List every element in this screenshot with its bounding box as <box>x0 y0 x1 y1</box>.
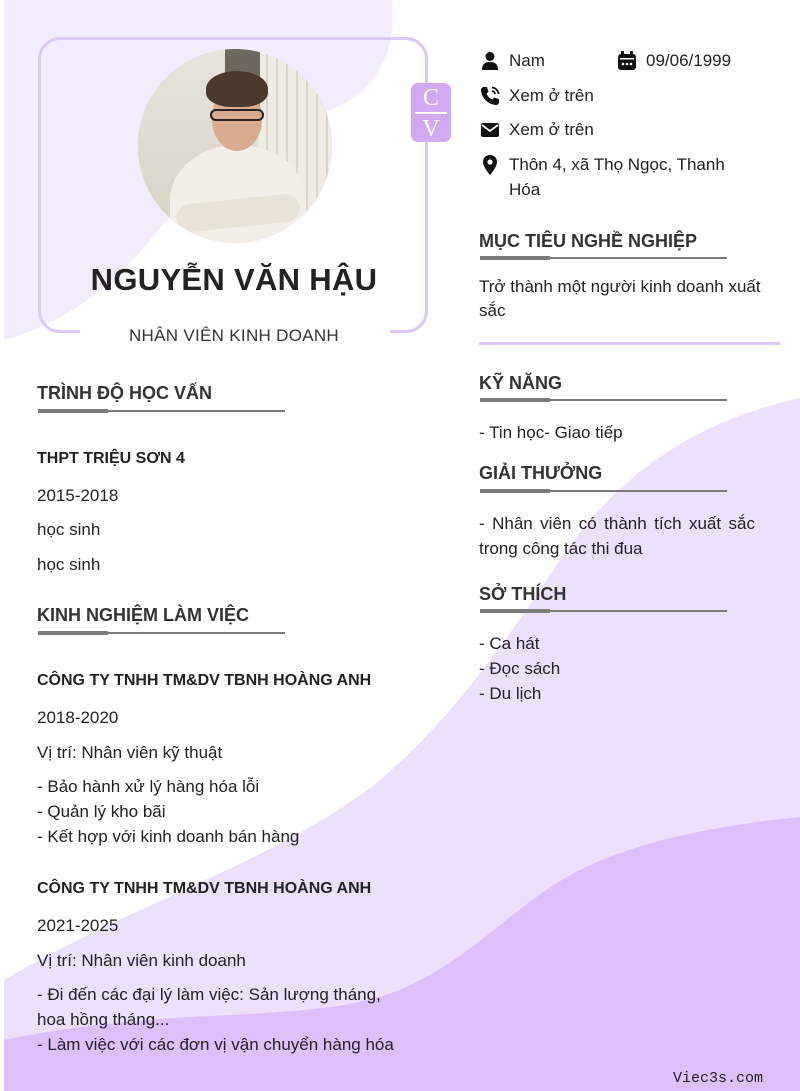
contact-birthday <box>616 50 731 72</box>
job-duty: - Bảo hành xử lý hàng hóa lỗi <box>37 777 260 796</box>
gender-value: Nam <box>509 51 545 70</box>
phone-value: Xem ở trên <box>509 86 594 105</box>
contact-gender <box>479 50 545 72</box>
address-line-2: Hóa <box>509 180 541 199</box>
skill-item: - Tin học- Giao tiếp <box>479 423 623 442</box>
experience-heading: KINH NGHIỆM LÀM VIỆC <box>37 605 250 625</box>
envelope-icon <box>479 119 501 141</box>
job-company: CÔNG TY TNHH TM&DV TBNH HOÀNG ANH <box>37 672 372 689</box>
contact-address <box>479 154 725 202</box>
education-line-1: học sinh <box>37 520 101 539</box>
hobby-item: - Ca hát <box>479 634 540 653</box>
hobby-item: - Đọc sách <box>479 659 561 678</box>
job-period: 2021-2025 <box>37 916 119 935</box>
education-rule <box>38 409 285 413</box>
divider <box>479 342 780 345</box>
phone-icon <box>479 85 501 107</box>
school-name: THPT TRIỆU SƠN 4 <box>37 450 185 467</box>
address-line-1: Thôn 4, xã Thọ Ngọc, Thanh <box>509 155 725 174</box>
education-period: 2015-2018 <box>37 486 119 505</box>
cv-badge <box>411 83 451 142</box>
job-company: CÔNG TY TNHH TM&DV TBNH HOÀNG ANH <box>37 880 372 897</box>
hobbies-heading: SỞ THÍCH <box>479 584 567 604</box>
map-pin-icon <box>479 154 501 176</box>
hobby-item: - Du lịch <box>479 684 542 703</box>
email-value: Xem ở trên <box>509 120 594 139</box>
user-icon <box>479 50 501 72</box>
education-line-2: học sinh <box>37 555 101 574</box>
job-duty: - Quản lý kho bãi <box>37 802 166 821</box>
job-duty: - Kết hợp với kinh doanh bán hàng <box>37 827 300 846</box>
awards-heading: GIẢI THƯỞNG <box>479 463 603 483</box>
experience-rule <box>38 631 285 635</box>
avatar <box>138 49 332 243</box>
award-text-line-2: trong công tác thi đua <box>479 539 643 558</box>
awards-rule <box>480 489 727 493</box>
hobbies-rule <box>480 609 727 613</box>
contact-phone <box>479 85 594 107</box>
objective-rule <box>480 256 727 260</box>
objective-text-line-1: Trở thành một người kinh doanh xuất <box>479 277 761 296</box>
job-duty: hoa hồng tháng... <box>37 1010 170 1029</box>
cv-badge-bottom: V <box>422 116 440 142</box>
skills-heading: KỸ NĂNG <box>479 373 563 393</box>
job-duty: - Đi đến các đại lý làm việc: Sản lượng tháng, <box>37 985 381 1004</box>
objective-heading: MỤC TIÊU NGHỀ NGHIỆP <box>479 231 698 251</box>
job-period: 2018-2020 <box>37 708 119 727</box>
watermark: Viec3s.com <box>673 1070 764 1087</box>
job-position: Vị trí: Nhân viên kỹ thuật <box>37 743 223 762</box>
candidate-name: NGUYỄN VĂN HẬU <box>90 262 378 297</box>
cv-badge-top: C <box>422 85 439 111</box>
objective-text-line-2: sắc <box>479 301 506 320</box>
job-duty: - Làm việc với các đơn vị vận chuyển hàng hóa <box>37 1035 394 1054</box>
award-text-line-1: - Nhân viên có thành tích xuất sắc <box>479 514 755 533</box>
contact-email <box>479 119 594 141</box>
education-heading: TRÌNH ĐỘ HỌC VẤN <box>37 383 212 403</box>
calendar-icon <box>616 50 638 72</box>
skills-rule <box>480 398 727 402</box>
birthday-value: 09/06/1999 <box>646 51 732 70</box>
job-position: Vị trí: Nhân viên kinh doanh <box>37 951 246 970</box>
job-title: NHÂN VIÊN KINH DOANH <box>128 326 340 345</box>
